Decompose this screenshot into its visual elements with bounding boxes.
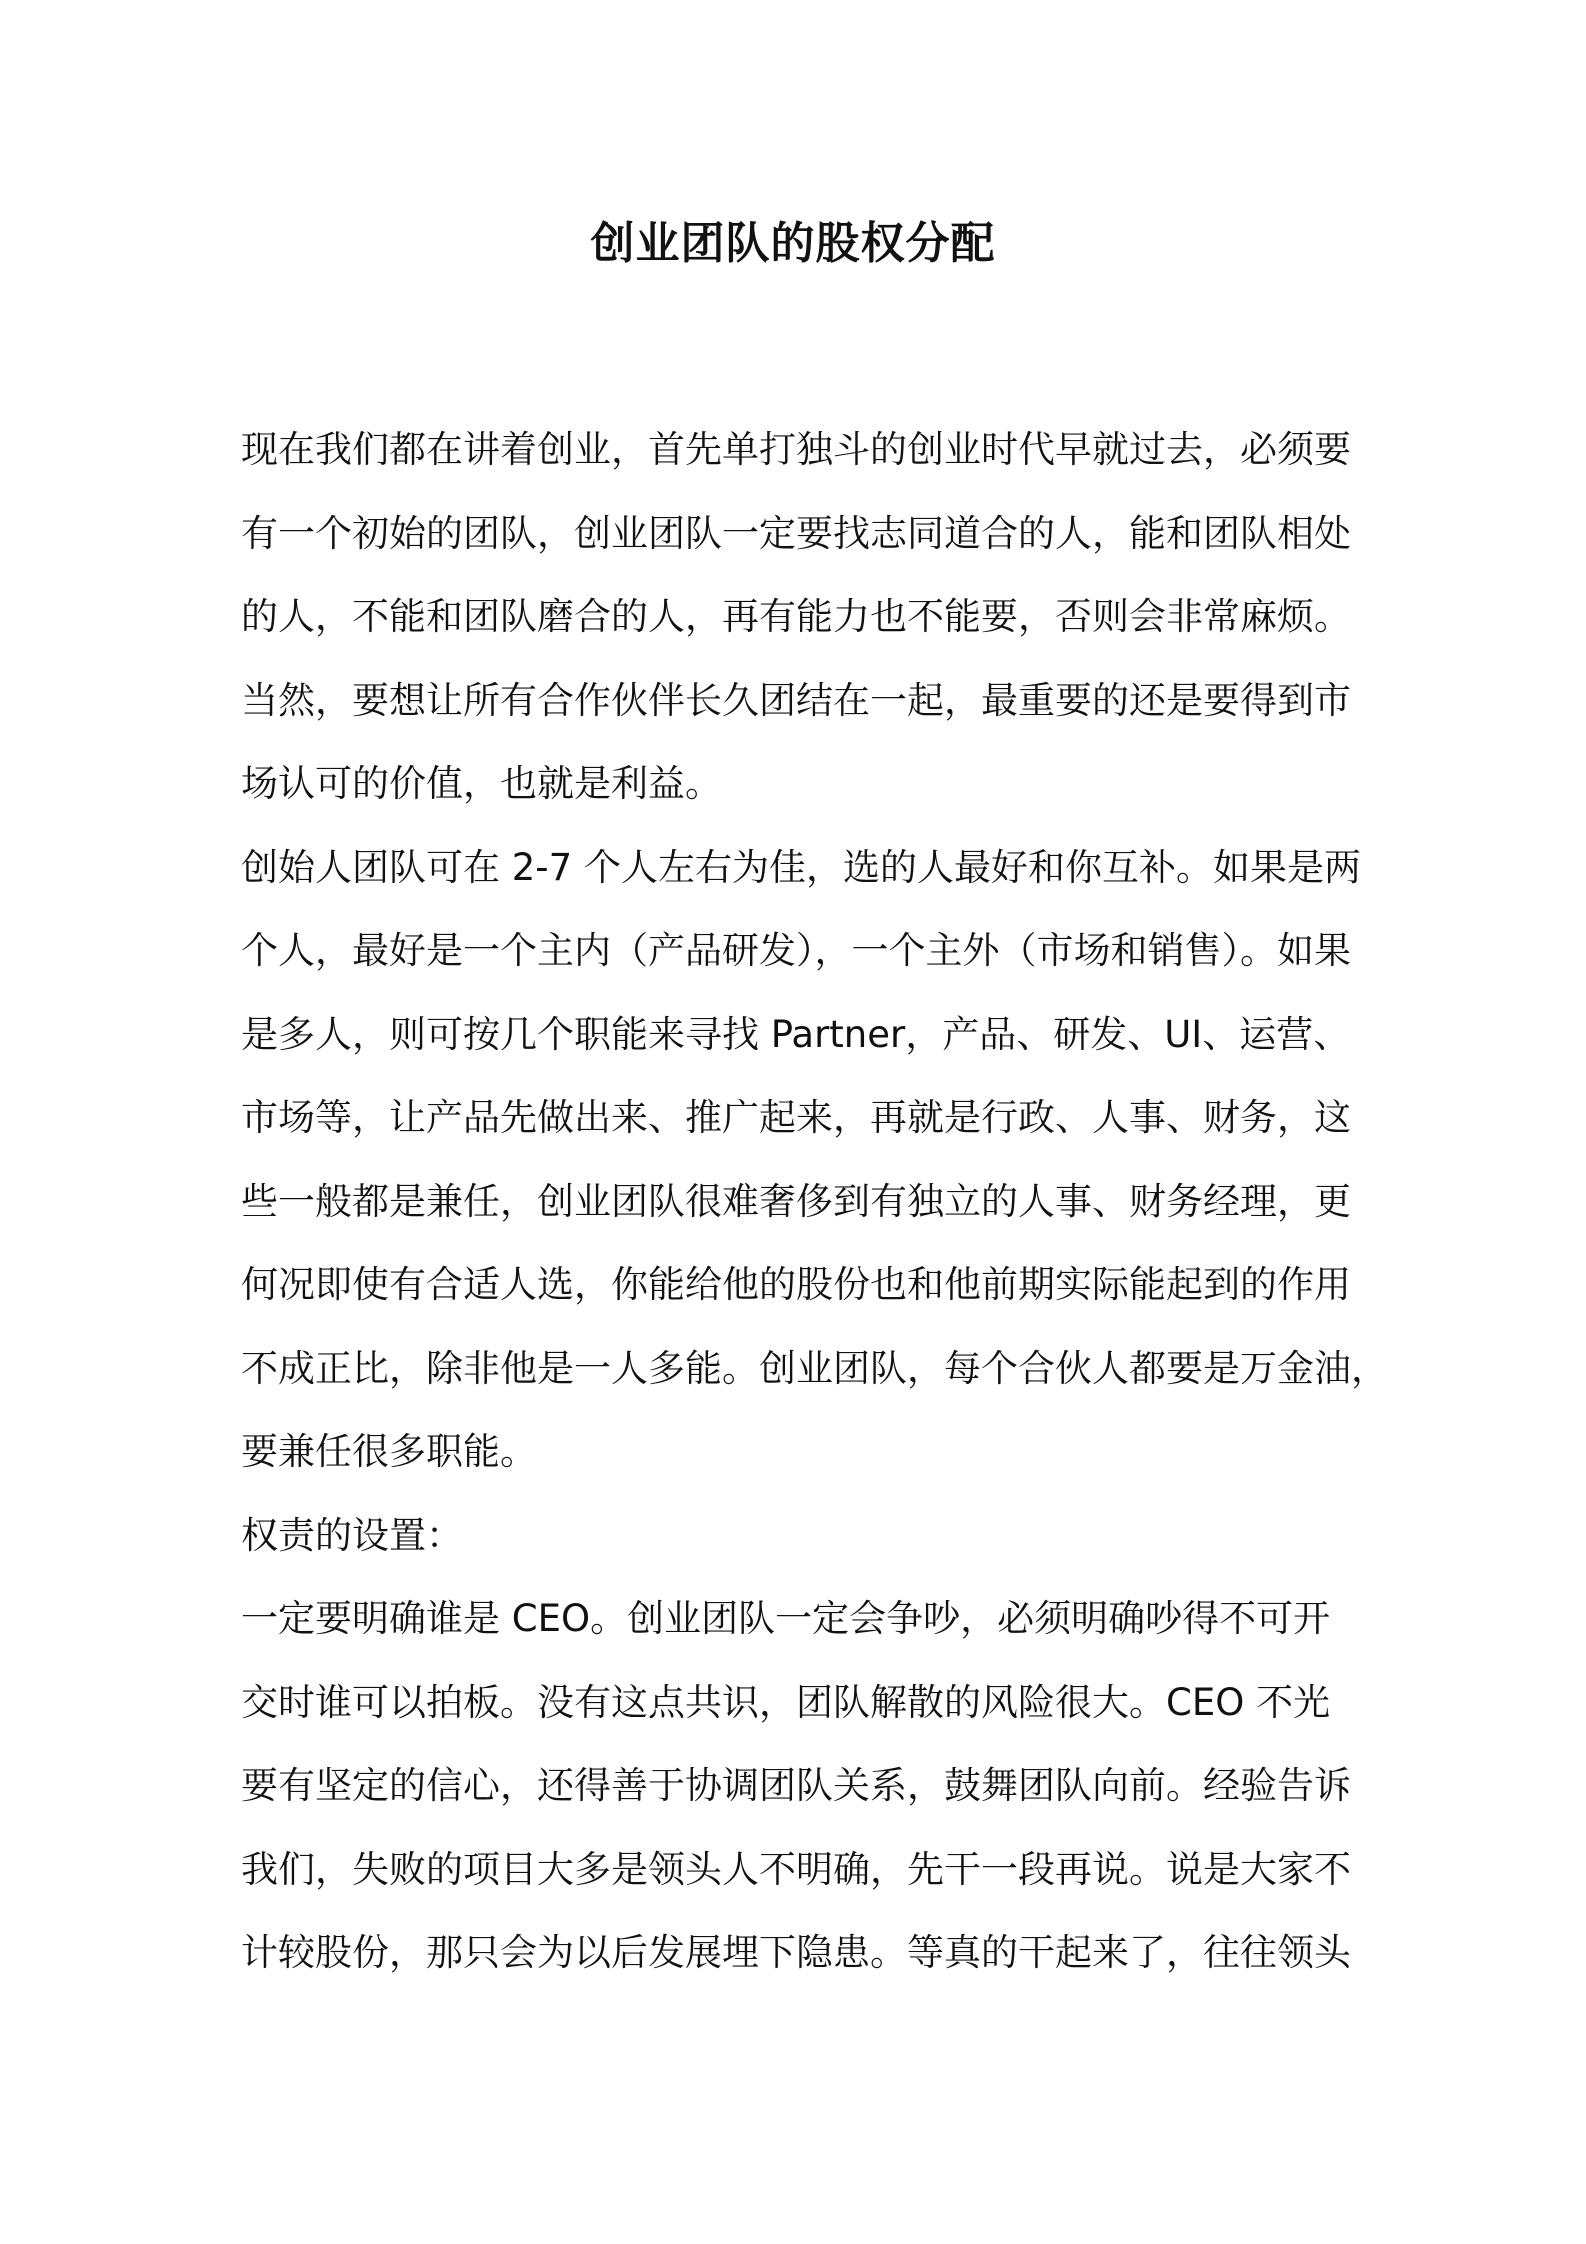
text-line: 我们，失败的项目大多是领头人不明确，先干一段再说。说是大家不	[241, 1847, 1351, 1891]
document-body	[241, 408, 1388, 1995]
text-line: 交时谁可以拍板。没有这点共识，团队解散的风险很大。CEO 不光	[241, 1680, 1331, 1724]
text-line: 有一个初始的团队，创业团队一定要找志同道合的人，能和团队相处	[241, 511, 1351, 555]
text-line: 场认可的价值，也就是利益。	[241, 762, 722, 805]
text-line: 些一般都是兼任，创业团队很难奢侈到有独立的人事、财务经理，更	[241, 1179, 1351, 1223]
text-line: 现在我们都在讲着创业，首先单打独斗的创业时代早就过去，必须要	[241, 428, 1351, 471]
text-line: 创始人团队可在 2-7 个人左右为佳，选的人最好和你互补。如果是两	[241, 845, 1361, 889]
document-title: 创业团队的股权分配	[590, 218, 996, 269]
section-heading: 权责的设置：	[241, 1513, 463, 1557]
text-line: 何况即使有合适人选，你能给他的股份也和他前期实际能起到的作用	[241, 1263, 1351, 1306]
text-line: 不成正比，除非他是一人多能。创业团队，每个合伙人都要是万金油，	[241, 1346, 1388, 1390]
text-line: 个人，最好是一个主内（产品研发），一个主外（市场和销售）。如果	[241, 929, 1351, 972]
text-line: 当然，要想让所有合作伙伴长久团结在一起，最重要的还是要得到市	[241, 678, 1351, 722]
text-line: 计较股份，那只会为以后发展埋下隐患。等真的干起来了，往往领头	[241, 1931, 1351, 1974]
text-line: 一定要明确谁是 CEO。创业团队一定会争吵，必须明确吵得不可开	[241, 1597, 1331, 1640]
text-line: 市场等，让产品先做出来、推广起来，再就是行政、人事、财务，这	[241, 1096, 1351, 1139]
text-line: 是多人，则可按几个职能来寻找 Partner，产品、研发、UI、运营、	[241, 1012, 1351, 1056]
text-line: 要兼任很多职能。	[241, 1430, 537, 1473]
text-line: 的人，不能和团队磨合的人，再有能力也不能要，否则会非常麻烦。	[241, 595, 1351, 638]
text-line: 要有坚定的信心，还得善于协调团队关系，鼓舞团队向前。经验告诉	[241, 1764, 1351, 1807]
